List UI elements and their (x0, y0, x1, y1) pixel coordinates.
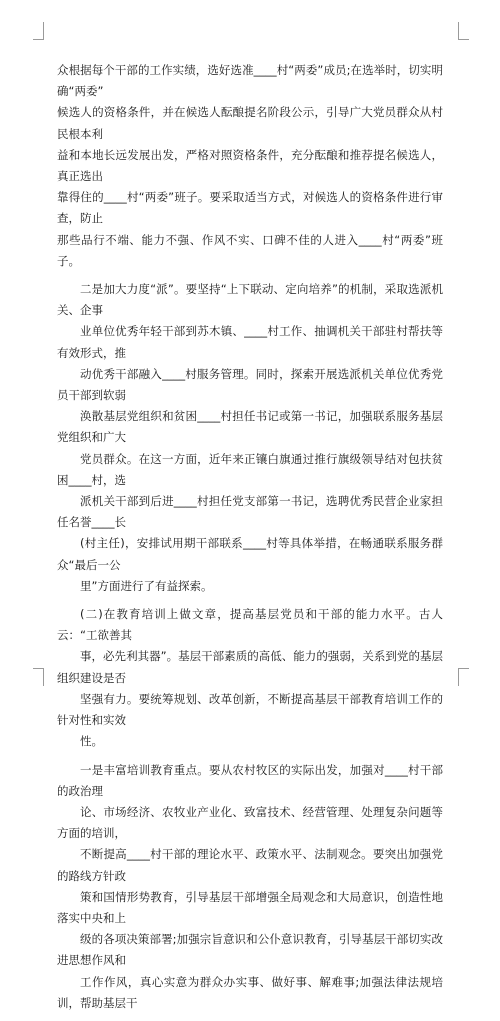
text-line: 靠得住的____村“两委”班子。要采取适当方式，对候选人的资格条件进行审查，防止 (57, 190, 443, 226)
text-line: 动优秀干部融入____村服务管理。同时，探索开展选派机关单位优秀党员干部到软弱 (57, 366, 443, 403)
paragraph-1 (57, 60, 443, 272)
text-line: 策和国情形势教育，引导基层干部增强全局观念和大局意识，创造性地落实中央和上 (57, 889, 443, 925)
crop-mark-bottom-left (33, 668, 44, 686)
text-line: (村主任)，安排试用期干部联系____村等具体举措，在畅通联系服务群众“最后一公 (57, 536, 443, 572)
crop-mark-top-right (458, 22, 469, 40)
text-line: 候选人的资格条件，并在候选人酝酿提名阶段公示，引导广大党员群众从村民根本利 (57, 105, 443, 141)
crop-mark-top-left (33, 22, 44, 40)
text-line: 党员群众。在这一方面，近年来正镶白旗通过推行旗级领导结对包扶贫困____村，选 (57, 451, 443, 487)
text-line: 一是丰富培训教育重点。要从农村牧区的实际出发，加强对____村干部的政治理 (57, 762, 443, 798)
text-line: 众根据每个干部的工作实绩，选好选准____村“两委”成员;在选举时，切实明确“两委” (57, 63, 443, 99)
text-line: 级的各项决策部署;加强宗旨意识和公仆意识教育，引导基层干部切实改进思想作风和 (57, 932, 443, 968)
text-line: 工作作风，真心实意为群众办实事、做好事、解难事;加强法律法规培训，帮助基层干 (57, 974, 443, 1010)
text-line: 那些品行不端、能力不强、作风不实、口碑不佳的人进入____村“两委”班子。 (57, 232, 443, 268)
text-line: 业单位优秀年轻干部到苏木镇、____村工作、抽调机关干部驻村帮扶等有效形式，推 (57, 324, 443, 360)
paragraph-2 (57, 279, 443, 597)
text-line: 事，必先利其器”。基层干部素质的高低、能力的强弱，关系到党的基层组织建设是否 (57, 649, 443, 685)
text-line: 里”方面进行了有益探索。 (80, 578, 213, 593)
text-line: 坚强有力。要统筹规划、改革创新，不断提高基层干部教育培训工作的针对性和实效 (57, 691, 443, 728)
paragraph-4 (57, 760, 443, 1014)
text-line: 论、市场经济、农牧业产业化、致富技术、经营管理、处理复杂问题等方面的培训， (57, 804, 443, 841)
text-line: 益和本地长远发展出发，严格对照资格条件，充分酝酿和推荐提名候选人，真正选出 (57, 147, 443, 184)
text-line: 派机关干部到后进____村担任党支部第一书记，选聘优秀民营企业家担任名誉____长 (57, 494, 443, 530)
text-line: (二)在教育培训上做文章，提高基层党员和干部的能力水平。古人云：“工欲善其 (57, 607, 443, 643)
paragraph-3 (57, 604, 443, 752)
crop-mark-bottom-right (458, 668, 469, 686)
body-text (57, 60, 443, 1021)
text-line: 不断提高____村干部的理论水平、政策水平、法制观念。要突出加强党的路线方针政 (57, 847, 443, 883)
text-line: 二是加大力度“派”。要坚持“上下联动、定向培养”的机制，采取选派机关、企事 (57, 282, 443, 318)
text-line: 涣散基层党组织和贫困____村担任书记或第一书记，加强联系服务基层党组织和广大 (57, 409, 443, 445)
text-line: 性。 (80, 734, 103, 749)
